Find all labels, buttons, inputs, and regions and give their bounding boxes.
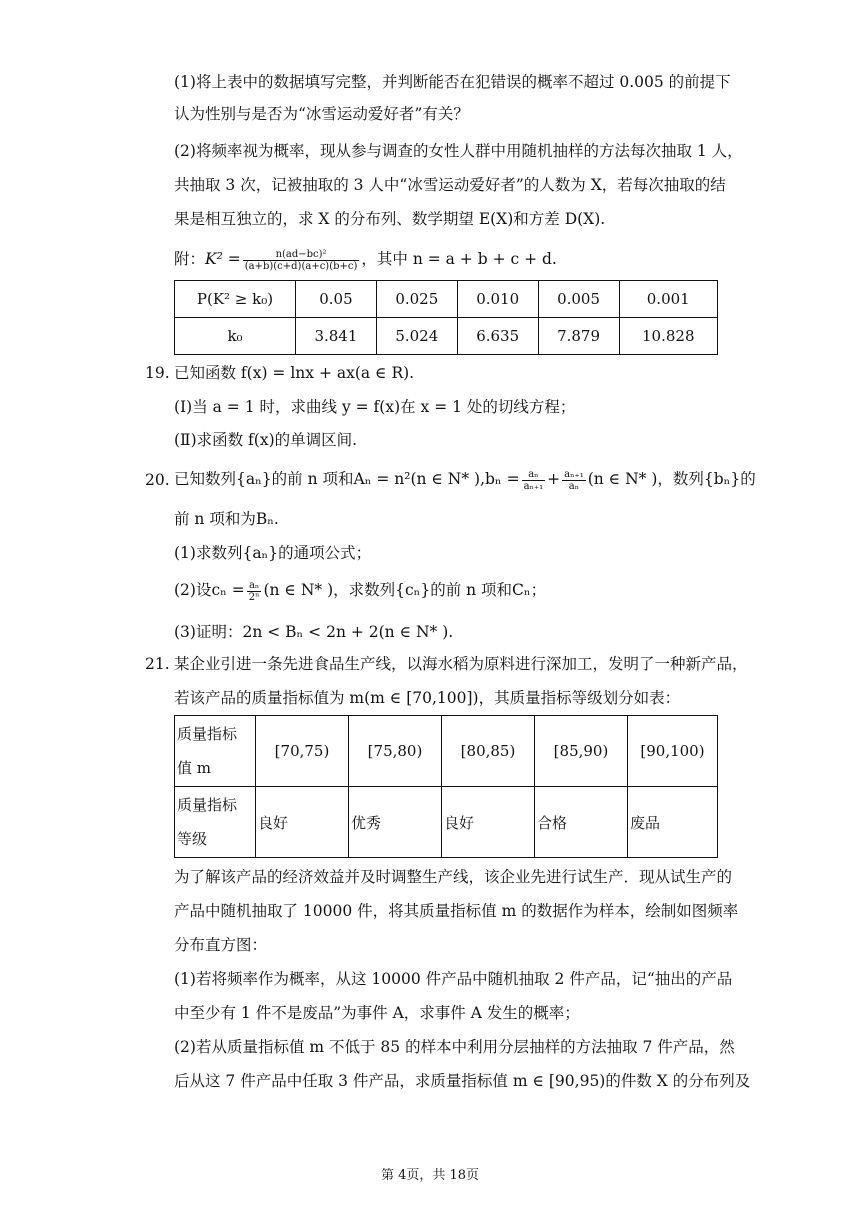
table-cell: 优秀 [349, 787, 442, 858]
q18-part1-line2: 认为性别与是否为“冰雪运动爱好者”有关？ [174, 105, 469, 123]
table-header-cell [175, 716, 256, 787]
q21-para-line3: 分布直方图： [174, 936, 268, 954]
quality-grade-table [174, 715, 718, 858]
q21-part2-line2: 后从这 7 件产品中任取 3 件产品，求质量指标值 m ∈ [90,95)的件数 X 的分布列及 [174, 1072, 751, 1090]
q18-formula [174, 246, 557, 272]
q20-number: 20. [145, 471, 170, 489]
table-cell: 0.010 [457, 281, 538, 318]
table-cell: 良好 [442, 787, 535, 858]
formula-fraction [243, 249, 360, 272]
page-footer: 第 4页，共 18页 [380, 1168, 480, 1183]
formula-lhs: K² = [205, 250, 241, 268]
header-line-2: 值 m [177, 759, 211, 777]
q20-part2-b: (n ∈ N* )，求数列{cₙ}的前 n 项和Cₙ； [263, 581, 547, 599]
header-line-1: 质量指标 [177, 725, 238, 743]
fraction-denominator: 2ⁿ [248, 591, 260, 603]
table-cell: k₀ [175, 318, 296, 355]
q20-part2-a: (2)设cₙ = [174, 581, 245, 599]
q21-part1-line2: 中至少有 1 件不是废品”为事件 A，求事件 A 发生的概率； [174, 1004, 580, 1022]
q20-fraction-1 [522, 469, 546, 492]
table-cell: 6.635 [457, 318, 538, 355]
table-header-cell [175, 787, 256, 858]
q21-part1-line1: (1)若将频率作为概率，从这 10000 件产品中随机抽取 2 件产品，记“抽出的产品 [174, 970, 733, 988]
q20-part2 [174, 577, 546, 603]
fraction-numerator: aₙ₊₁ [564, 468, 584, 480]
q19-number: 19. [145, 364, 170, 382]
q20-part3: (3)证明：2n < Bₙ < 2n + 2(n ∈ N* ). [174, 623, 454, 641]
table-cell: [75,80) [349, 716, 442, 787]
q18-part2-line3: 果是相互独立的，求 X 的分布列、数学期望 E(X)和方差 D(X). [174, 210, 606, 228]
q21-stem-line2: 若该产品的质量指标值为 m(m ∈ [70,100])，其质量指标等级划分如表： [174, 689, 681, 707]
q18-part2-line2: 共抽取 3 次，记被抽取的 3 人中“冰雪运动爱好者”的人数为 X，若每次抽取的结 [174, 176, 726, 194]
q20-stem [174, 466, 756, 492]
formula-numerator: n(ad−bc)² [243, 249, 360, 261]
header-line-1: 质量指标 [177, 796, 238, 814]
table-cell: 0.001 [619, 281, 718, 318]
q20-part1: (1)求数列{aₙ}的通项公式； [174, 544, 372, 562]
table-cell: 废品 [628, 787, 718, 858]
q21-part2-line1: (2)若从质量指标值 m 不低于 85 的样本中利用分层抽样的方法抽取 7 件产品，然 [174, 1038, 735, 1056]
q20-fraction-3 [247, 580, 262, 603]
fraction-numerator: aₙ [522, 469, 546, 481]
q21-number: 21. [145, 655, 170, 673]
q21-para-line2: 产品中随机抽取了 10000 件，将其质量指标值 m 的数据作为样本，绘制如图频率 [174, 902, 739, 920]
table-cell: 0.005 [538, 281, 619, 318]
table-row [175, 281, 718, 318]
table-cell: [70,75) [256, 716, 349, 787]
q20-stem-line2: 前 n 项和为Bₙ. [174, 510, 279, 528]
fraction-numerator: aₙ [247, 580, 262, 592]
table-cell: 0.05 [296, 281, 377, 318]
q18-part1-line1: (1)将上表中的数据填写完整，并判断能否在犯错误的概率不超过 0.005 的前提下 [174, 73, 731, 91]
fraction-denominator: aₙ₊₁ [523, 480, 544, 492]
q20-plus: + [547, 470, 561, 488]
table-cell: 良好 [256, 787, 349, 858]
table-cell: 7.879 [538, 318, 619, 355]
table-row [175, 716, 718, 787]
table-cell: 0.025 [376, 281, 457, 318]
header-line-2: 等级 [177, 830, 208, 848]
table-row [175, 787, 718, 858]
table-cell: 3.841 [296, 318, 377, 355]
table-row [175, 318, 718, 355]
formula-suffix: ，其中 n = a + b + c + d. [361, 250, 557, 268]
q19-part1: (Ⅰ)当 a = 1 时，求曲线 y = f(x)在 x = 1 处的切线方程； [174, 398, 576, 416]
q19-part2: (Ⅱ)求函数 f(x)的单调区间. [174, 431, 358, 449]
table-cell: [80,85) [442, 716, 535, 787]
q21-stem-line1: 某企业引进一条先进食品生产线，以海水稻为原料进行深加工，发明了一种新产品， [174, 655, 748, 673]
table-cell: 10.828 [619, 318, 718, 355]
table-cell: [90,100) [628, 716, 718, 787]
critical-value-table [174, 280, 718, 355]
q18-part2-line1: (2)将频率视为概率，现从参与调查的女性人群中用随机抽样的方法每次抽取 1 人， [174, 142, 743, 160]
q20-fraction-2 [562, 469, 586, 492]
table-cell: 合格 [535, 787, 628, 858]
formula-denominator: (a+b)(c+d)(a+c)(b+c) [244, 260, 358, 272]
fraction-denominator: aₙ [568, 480, 580, 492]
formula-prefix: 附： [174, 250, 206, 268]
q19-stem: 已知函数 f(x) = lnx + ax(a ∈ R). [174, 364, 415, 382]
table-cell: P(K² ≥ k₀) [175, 281, 296, 318]
table-cell: 5.024 [376, 318, 457, 355]
q21-para-line1: 为了解该产品的经济效益并及时调整生产线，该企业先进行试生产．现从试生产的 [174, 868, 733, 886]
table-cell: [85,90) [535, 716, 628, 787]
q20-stem-a: 已知数列{aₙ}的前 n 项和Aₙ = n²(n ∈ N* ),bₙ = [174, 470, 520, 488]
q20-stem-b: (n ∈ N* )，数列{bₙ}的 [587, 470, 756, 488]
